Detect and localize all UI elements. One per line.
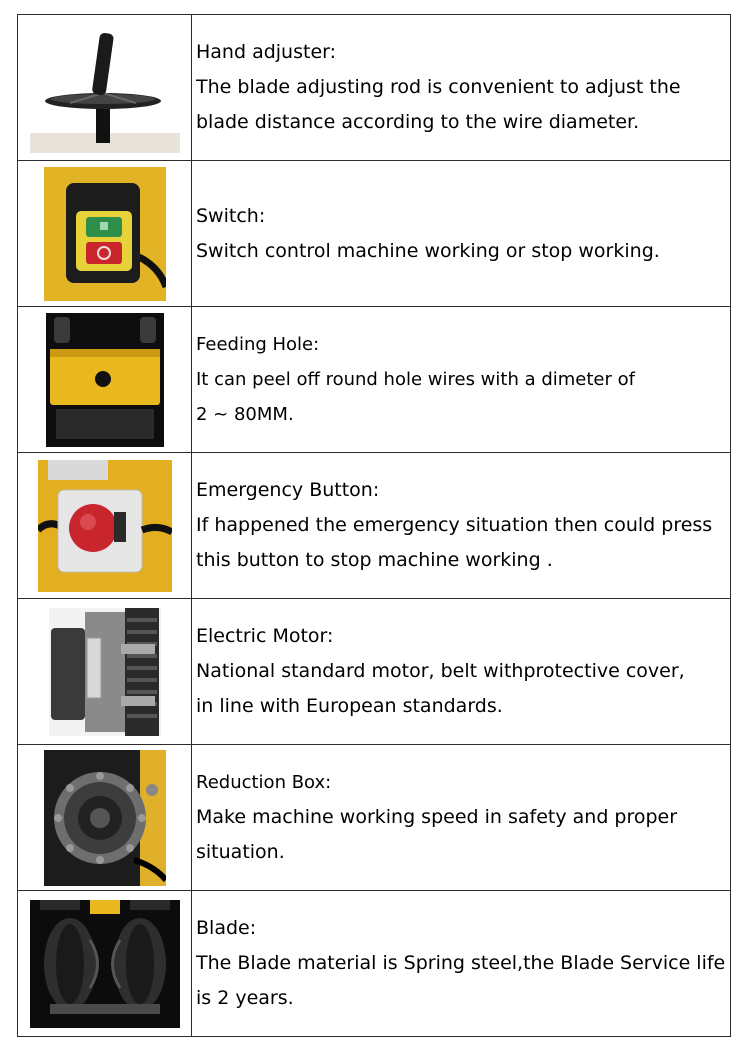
feature-row-electric-motor [18,599,730,745]
feature-text [192,891,735,1036]
feature-text [192,15,730,160]
feature-line: Switch control machine working or stop working. [196,239,660,262]
feature-row-hand-adjuster [18,15,730,161]
feeding-hole-icon [46,313,164,447]
feature-line: situation. [196,841,285,863]
feature-title: Reduction Box: [196,772,332,793]
feature-row-feeding-hole [18,307,730,453]
feature-title: Feeding Hole: [196,334,320,355]
feature-title: Hand adjuster: [196,41,337,63]
feature-line: Make machine working speed in safety and proper [196,806,678,828]
feature-line: blade distance according to the wire diameter. [196,111,640,133]
electric-motor-icon [49,608,161,736]
feature-line: The blade adjusting rod is convenient to adjust the [196,76,681,98]
reduction-box-icon [44,750,166,886]
feature-line: The Blade material is Spring steel,the Blade Service life [196,952,726,974]
feature-text [192,161,730,306]
feature-title: Electric Motor: [196,625,334,647]
feature-title: Switch: [196,204,266,227]
feature-line: this button to stop machine working . [196,549,553,571]
feature-row-emergency-button [18,453,730,599]
feature-line: 2 ~ 80MM. [196,404,294,425]
feature-table [17,14,731,1037]
hand-adjuster-icon [30,23,180,153]
feature-row-blade [18,891,730,1036]
feature-line: in line with European standards. [196,695,503,717]
switch-image [18,161,192,306]
reduction-box-image [18,745,192,890]
switch-icon [44,167,166,301]
emergency-button-image [18,453,192,598]
feature-row-switch [18,161,730,307]
feature-title: Blade: [196,917,257,939]
feature-line: National standard motor, belt withprotective cover, [196,660,685,682]
feature-row-reduction-box [18,745,730,891]
feature-line: is 2 years. [196,987,294,1009]
blade-icon [30,900,180,1028]
blade-image [18,891,192,1036]
feature-text [192,453,730,598]
feature-line: If happened the emergency situation then could press [196,514,713,536]
feature-line: It can peel off round hole wires with a dimeter of [196,369,635,390]
emergency-button-icon [38,460,172,592]
feature-text [192,599,730,744]
electric-motor-image [18,599,192,744]
feeding-hole-image [18,307,192,452]
feature-text [192,307,730,452]
hand-adjuster-image [18,15,192,160]
feature-text [192,745,730,890]
feature-title: Emergency Button: [196,479,380,501]
